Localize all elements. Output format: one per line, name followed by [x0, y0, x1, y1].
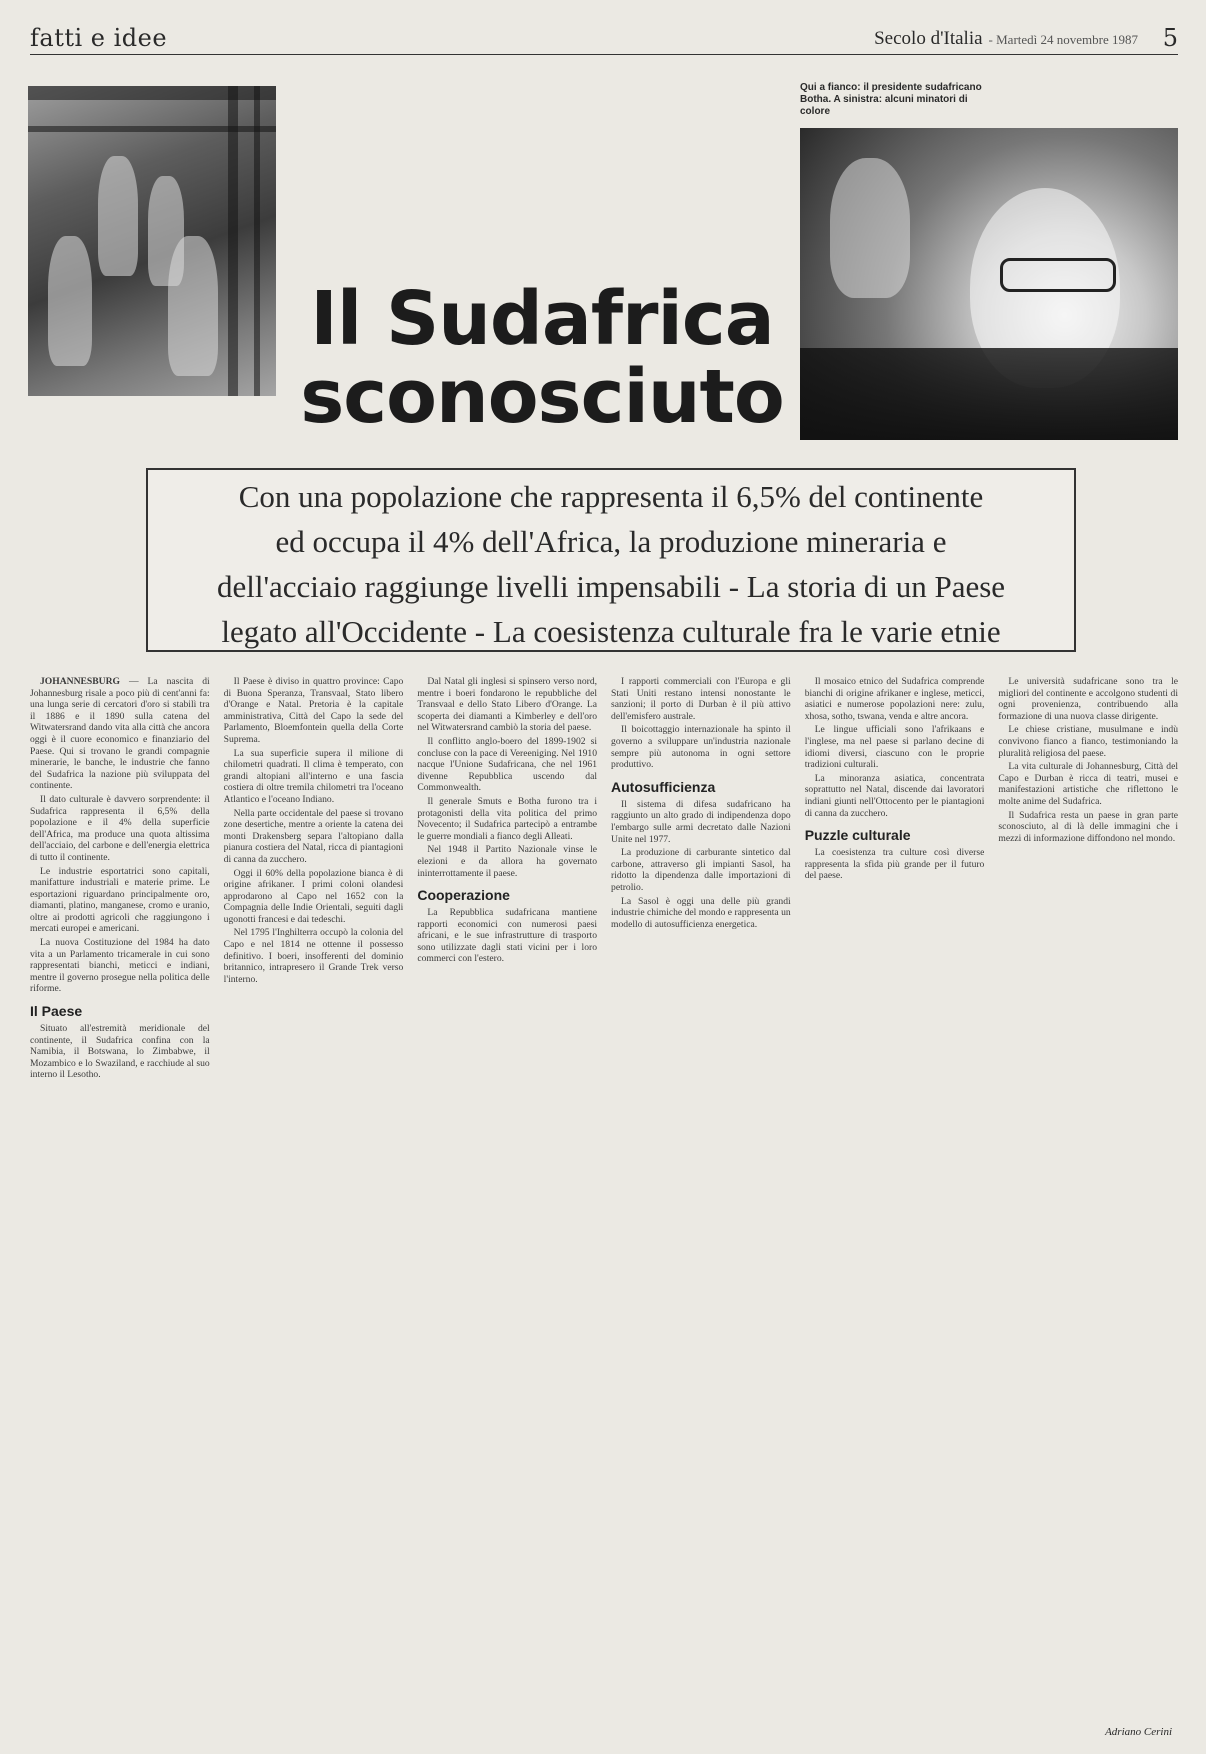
paragraph: Nel 1948 il Partito Nazionale vinse le elezioni e da allora ha governato ininterrottamente il paese.	[417, 844, 598, 879]
deck-line4: legato all'Occidente - La coesistenza culturale fra le varie etnie	[221, 614, 1001, 649]
subhead-paese: Il Paese	[30, 1003, 83, 1020]
paragraph: Nella parte occidentale del paese si trovano zone desertiche, mentre a oriente la catena dei monti Drakensberg separa l'altopiano dalla pianura costiera del Natal, ricca di piantagioni di canna da zucchero.	[223, 807, 404, 865]
paragraph: Nel 1795 l'Inghilterra occupò la colonia del Capo e nel 1814 ne ottenne il possesso definitivo. I boeri, insofferenti del dominio britannico, intrapresero il Grande Trek verso l'interno.	[223, 927, 404, 985]
paragraph: La produzione di carburante sintetico dal carbone, attraverso gli impianti Sasol, ha ridotto la dipendenza dalle importazioni di petrolio.	[611, 847, 791, 893]
paragraph: Il dato culturale è davvero sorprendente: il Sudafrica rappresenta il 6,5% della popolazione e il 4% della superficie dell'Africa, ma produce una quota altissima dell'acciaio, del carbone e dell'energia elettrica di tutto il continente.	[30, 793, 210, 863]
article-column-2	[224, 676, 404, 1736]
president-photo	[800, 128, 1178, 440]
paragraph: Il sistema di difesa sudafricano ha raggiunto un alto grado di indipendenza dopo l'embargo sulle armi decretato dalle Nazioni Unite nel 1977.	[611, 798, 791, 845]
paragraph: Il boicottaggio internazionale ha spinto il governo a sviluppare un'industria nazionale sempre più autonoma in ogni settore produttivo.	[611, 724, 791, 771]
paragraph: I rapporti commerciali con l'Europa e gli Stati Uniti restano intensi nonostante le sanzioni; il porto di Durban è il più attivo dell'emisfero australe.	[611, 676, 791, 722]
article-column-3	[417, 676, 597, 1736]
article-body	[30, 676, 1178, 1736]
article-column-4	[611, 676, 791, 1736]
article-column-5	[805, 676, 985, 1736]
subhead-puzzle: Puzzle culturale	[804, 827, 911, 844]
deck-box	[146, 468, 1076, 652]
paragraph: Il mosaico etnico del Sudafrica comprende bianchi di origine afrikaner e inglese, meticci, asiatici e numerose popolazioni nere: zulu, xhosa, sotho, tswana, venda e altre ancora.	[804, 676, 985, 722]
paragraph: Il Sudafrica resta un paese in gran parte sconosciuto, al di là delle immagini che i mezzi di informazione diffondono nel mondo.	[998, 809, 1179, 844]
deck-line2: ed occupa il 4% dell'Africa, la produzione mineraria e	[275, 524, 947, 559]
paragraph: Il conflitto anglo-boero del 1899-1902 si concluse con la pace di Vereeniging. Nel 1910 nacque l'Unione Sudafricana, che nel 1961 divenne Repubblica uscendo dal Commonwealth.	[417, 735, 598, 794]
article-column-6	[998, 676, 1178, 1736]
dateline: JOHANNESBURG	[40, 676, 120, 687]
subhead-autosufficienza: Autosufficienza	[611, 778, 716, 795]
author-signature: Adriano Cerini	[1105, 1726, 1172, 1738]
paragraph: Le industrie esportatrici sono capitali, manifatture industriali e materie prime. Le esportazioni riguardano principalmente oro, diamanti, platino, manganese, cromo e uranio, oltre ai prodotti agricoli che raggiungono i mercati europei e americani.	[30, 865, 210, 935]
deck-line3: dell'acciaio raggiunge livelli impensabili - La storia di un Paese	[216, 569, 1006, 604]
deck-line1: Con una popolazione che rappresenta il 6,5% del continente	[238, 479, 984, 514]
masthead	[874, 28, 1138, 50]
paragraph: La coesistenza tra culture così diverse rappresenta la sfida più grande per il futuro del paese.	[804, 847, 985, 882]
paragraph: Dal Natal gli inglesi si spinsero verso nord, mentre i boeri fondarono le repubbliche del Transvaal e dello Stato Libero d'Orange. La scoperta dei diamanti a Kimberley e dell'oro nel Witwatersrand cambiò la storia del paese.	[417, 676, 598, 734]
masthead-name: Secolo d'Italia	[874, 28, 983, 49]
paragraph: La Sasol è oggi una delle più grandi industrie chimiche del mondo e rappresenta un modello di autosufficienza energetica.	[611, 895, 791, 930]
paragraph: — La nascita di Johannesburg risale a poco più di cent'anni fa: una lunga serie di cercatori d'oro si stabilì tra il 1886 e il 1890 sulla catena del Witwatersrand dando vita alla città che ancora oggi è il cuore economico e finanziario del Paese. Qui si trovano le grandi compagnie minerarie, le banche, le industrie che fanno del Sudafrica la nazione più sviluppata del continente.	[30, 676, 210, 792]
paragraph: Le chiese cristiane, musulmane e indù convivono fianco a fianco, testimoniando la pluralità religiosa del paese.	[998, 724, 1179, 759]
article-column-1	[30, 676, 210, 1736]
paragraph: Situato all'estremità meridionale del continente, il Sudafrica confina con la Namibia, il Botswana, lo Zimbabwe, il Mozambico e lo Swaziland, e racchiude al suo interno il Lesotho.	[30, 1023, 210, 1081]
paragraph: Le università sudafricane sono tra le migliori del continente e accolgono studenti di ogni provenienza, contribuendo alla formazione di una nuova classe dirigente.	[998, 676, 1179, 722]
paragraph: Oggi il 60% della popolazione bianca è di origine afrikaner. I primi coloni olandesi approdarono al Capo nel 1652 con la Compagnia delle Indie Orientali, seguiti dagli ugonotti francesi e dai tedeschi.	[223, 867, 404, 925]
paragraph: Il generale Smuts e Botha furono tra i protagonisti della vita politica del primo Novecento; il Sudafrica partecipò a entrambe le guerre mondiali a fianco degli Alleati.	[417, 795, 598, 842]
paragraph: La minoranza asiatica, concentrata soprattutto nel Natal, discende dai lavoratori indiani giunti nell'Ottocento per le piantagioni di canna da zucchero.	[804, 772, 985, 819]
subhead-cooperazione: Cooperazione	[417, 887, 510, 904]
paragraph: La Repubblica sudafricana mantiene rapporti economici con numerosi paesi africani, e le sue infrastrutture di trasporto sono utilizzate dagli stati vicini per i loro commerci con l'estero.	[417, 907, 598, 965]
page-header	[30, 24, 1178, 55]
headline-line1: Il Sudafrica	[310, 276, 774, 362]
headline-line2: sconosciuto	[300, 354, 784, 440]
paragraph: La nuova Costituzione del 1984 ha dato vita a un Parlamento tricamerale in cui sono rappresentati bianchi, meticci e indiani, mentre il governo prosegue nella politica delle riforme.	[30, 937, 210, 995]
page-number: 5	[1162, 24, 1178, 52]
paragraph: Le lingue ufficiali sono l'afrikaans e l'inglese, ma nel paese si parlano decine di idiomi diversi, ciascuno con le proprie tradizioni culturali.	[804, 724, 985, 771]
photo-caption: Qui a fianco: il presidente sudafricano Botha. A sinistra: alcuni minatori di colore	[800, 82, 982, 117]
headline	[292, 276, 792, 440]
paragraph: Il Paese è diviso in quattro province: Capo di Buona Speranza, Transvaal, Stato libero d'Orange e Natal. Pretoria è la capitale amministrativa, Città del Capo la sede del Parlamento, Bloemfontein quella della Corte Suprema.	[223, 676, 404, 745]
miners-photo	[28, 86, 276, 396]
paragraph: La vita culturale di Johannesburg, Città del Capo e Durban è ricca di teatri, musei e manifestazioni artistiche che riflettono le molte anime del Sudafrica.	[998, 761, 1179, 807]
section-title: fatti e idee	[30, 24, 168, 52]
paragraph: La sua superficie supera il milione di chilometri quadrati. Il clima è temperato, con grandi altopiani all'interno e una fascia costiera di oltre tremila chilometri tra l'oceano Atlantico e l'oceano Indiano.	[223, 747, 404, 805]
issue-date: - Martedì 24 novembre 1987	[988, 32, 1138, 47]
